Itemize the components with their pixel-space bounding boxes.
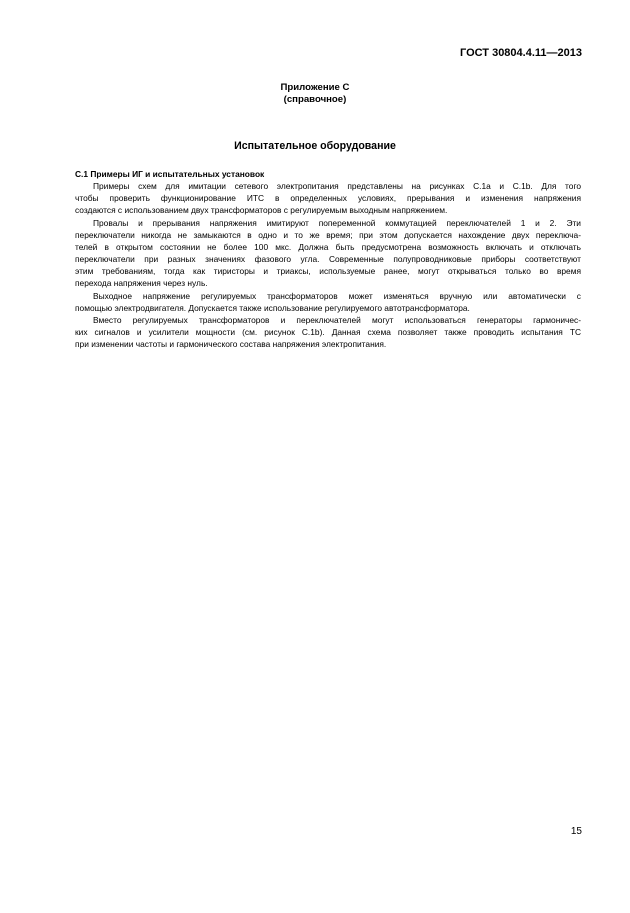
paragraph-line: чтобы проверить функционирование ИТС в определенных условиях, прерывания и изменения напряжения: [75, 193, 581, 204]
paragraph-line: Вместо регулируемых трансформаторов и переключателей могут использоваться генераторы гармоничес-: [93, 314, 581, 325]
paragraph-line: телей в открытом состоянии не более 100 мкс. Должна быть предусмотрена возможность включать и отключать: [75, 241, 581, 252]
page-number: 15: [570, 826, 582, 837]
paragraph: [75, 217, 581, 290]
annex-title: Приложение С: [280, 82, 350, 93]
document-code: ГОСТ 30804.4.11—2013: [459, 47, 582, 59]
paragraph-line: Провалы и прерывания напряжения имитируют попеременной коммутацией переключателей 1 и 2. Эти: [93, 217, 581, 228]
paragraph-line: Примеры схем для имитации сетевого электропитания представлены на рисунках С.1а и С.1b. Для того: [93, 181, 581, 192]
annex-type: (справочное): [283, 94, 347, 105]
paragraph: [75, 180, 581, 216]
paragraph-line: этим требованиям, тогда как тиристоры и триаксы, используемые ранее, могут открываться только во время: [75, 266, 581, 277]
paragraph-line: переключатели при разных значениях фазового угла. Современные полупроводниковые приборы соответствуют: [75, 254, 581, 265]
paragraph-line: переключатели никогда не замыкаются в одно и то же время; при этом допускается нахождение двух переключа-: [75, 229, 581, 240]
paragraph-line: при изменении частоты и гармонического состава напряжения электропитания.: [75, 339, 387, 350]
paragraph-line: Выходное напряжение регулируемых трансформаторов может изменяться вручную или автоматически с: [93, 290, 581, 301]
paragraph-line: перехода напряжения через нуль.: [75, 278, 208, 289]
annex-heading: [0, 82, 630, 106]
paragraph: [75, 314, 581, 350]
paragraph-line: помощью электродвигателя. Допускается также использование регулируемого автотрансформатора.: [75, 302, 470, 313]
paragraph-line: ких сигналов и усилители мощности (см. рисунок С.1b). Данная схема позволяет также проводить испытания ТС: [75, 327, 581, 338]
section-title: Испытательное оборудование: [234, 140, 396, 152]
document-body: [75, 168, 581, 350]
paragraph-line: создаются с использованием двух трансформаторов с регулируемым выходным напряжением.: [75, 205, 448, 216]
subsection-title: С.1 Примеры ИГ и испытательных установок: [75, 169, 265, 179]
paragraph: [75, 290, 581, 314]
